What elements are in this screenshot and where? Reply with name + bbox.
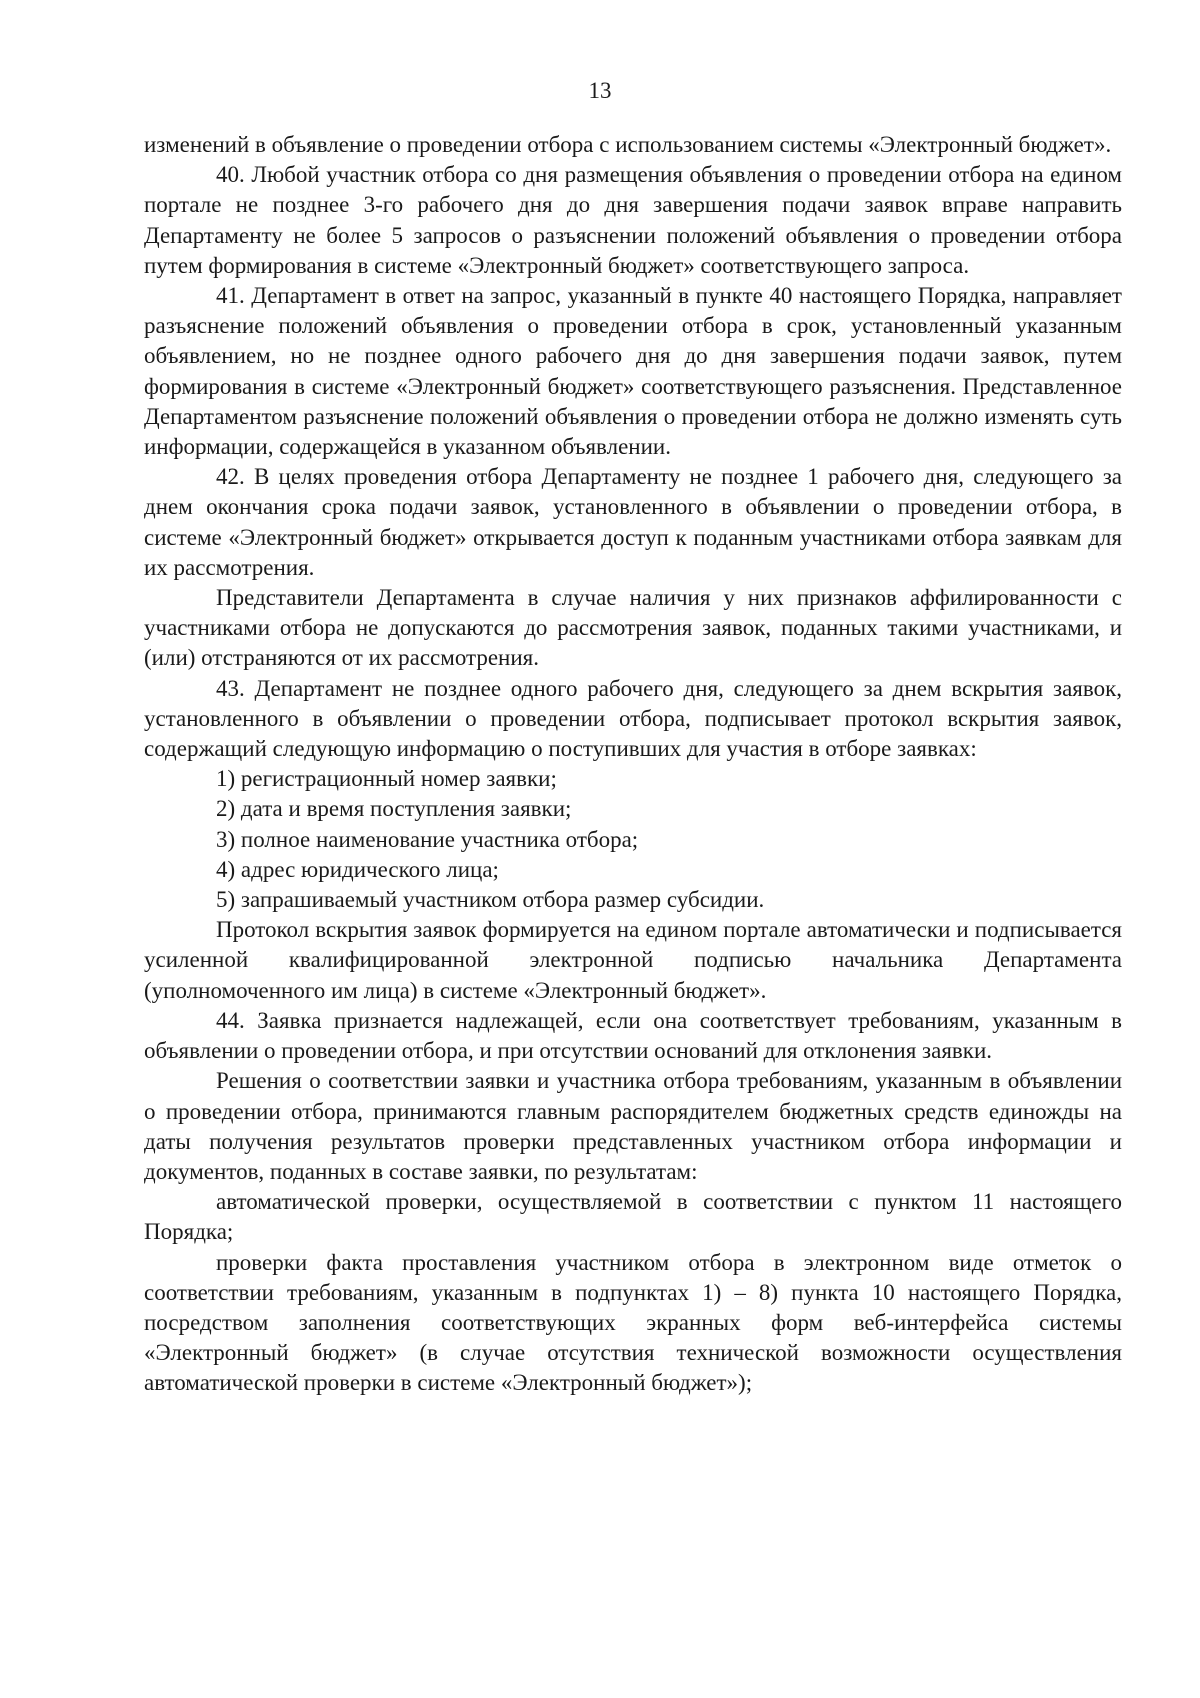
- paragraph-42-representatives: Представители Департамента в случае наличия у них признаков аффилированности с участниками отбора не допускаются до рассмотрения заявок, поданных такими участниками, и (или) отстраняются от их рассмотрения.: [144, 585, 1122, 671]
- list-item: 5) запрашиваемый участником отбора размер субсидии.: [216, 887, 765, 913]
- list-item: 1) регистрационный номер заявки;: [216, 766, 557, 792]
- paragraph-44: 44. Заявка признается надлежащей, если она соответствует требованиям, указанным в объявлении о проведении отбора, и при отсутствии оснований для отклонения заявки.: [144, 1007, 1122, 1064]
- list-item: 4) адрес юридического лица;: [216, 856, 499, 882]
- paragraph-44-manual-check: проверки факта проставления участником отбора в электронном виде отметок о соответствии требованиям, указанным в подпунктах 1) – 8) пункта 10 настоящего Порядка, посредством заполнения соответствующих экранных форм веб-интерфейса системы «Электронный бюджет» (в случае отсутствия технической возможности осуществления автоматической проверки в системе «Электронный бюджет»);: [144, 1249, 1122, 1396]
- paragraph-42: 42. В целях проведения отбора Департаменту не позднее 1 рабочего дня, следующего за днем окончания срока подачи заявок, установленного в объявлении о проведении отбора, в системе «Электронный бюджет» открывается доступ к поданным участниками отбора заявкам для их рассмотрения.: [144, 464, 1122, 580]
- paragraph-44-automatic-check: автоматической проверки, осуществляемой в соответствии с пунктом 11 настоящего Порядка;: [144, 1189, 1122, 1245]
- paragraph-40: 40. Любой участник отбора со дня размещения объявления о проведении отбора на едином портале не позднее 3-го рабочего дня до дня завершения подачи заявок вправе направить Департаменту не более 5 запросов о разъяснении положений объявления о проведении отбора путем формирования в системе «Электронный бюджет» соответствующего запроса.: [144, 162, 1122, 278]
- paragraph-continuation: изменений в объявление о проведении отбора с использованием системы «Электронный бюджет».: [144, 132, 1112, 157]
- paragraph-43-protocol: Протокол вскрытия заявок формируется на едином портале автоматически и подписывается усиленной квалифицированной электронной подписью начальника Департамента (уполномоченного им лица) в системе «Электронный бюджет».: [144, 917, 1122, 1003]
- paragraph-43: 43. Департамент не позднее одного рабочего дня, следующего за днем вскрытия заявок, установленного в объявлении о проведении отбора, подписывает протокол вскрытия заявок, содержащий следующую информацию о поступивших для участия в отборе заявках:: [144, 675, 1122, 762]
- list-item: 2) дата и время поступления заявки;: [216, 796, 572, 822]
- document-body: [144, 130, 1122, 1399]
- paragraph-41: 41. Департамент в ответ на запрос, указанный в пункте 40 настоящего Порядка, направляет разъяснение положений объявления о проведении отбора в срок, установленный указанным объявлением, но не позднее одного рабочего дня до дня завершения подачи заявок, путем формирования в системе «Электронный бюджет» соответствующего разъяснения. Представленное Департаментом разъяснение положений объявления о проведении отбора не должно изменять суть информации, содержащейся в указанном объявлении.: [144, 283, 1122, 460]
- paragraph-44-decisions: Решения о соответствии заявки и участника отбора требованиям, указанным в объявлении о проведении отбора, принимаются главным распорядителем бюджетных средств единожды на даты получения результатов проверки представленных участником отбора информации и документов, поданных в составе заявки, по результатам:: [144, 1068, 1122, 1184]
- list-item: 3) полное наименование участника отбора;: [216, 826, 639, 852]
- page-number: 13: [588, 78, 612, 103]
